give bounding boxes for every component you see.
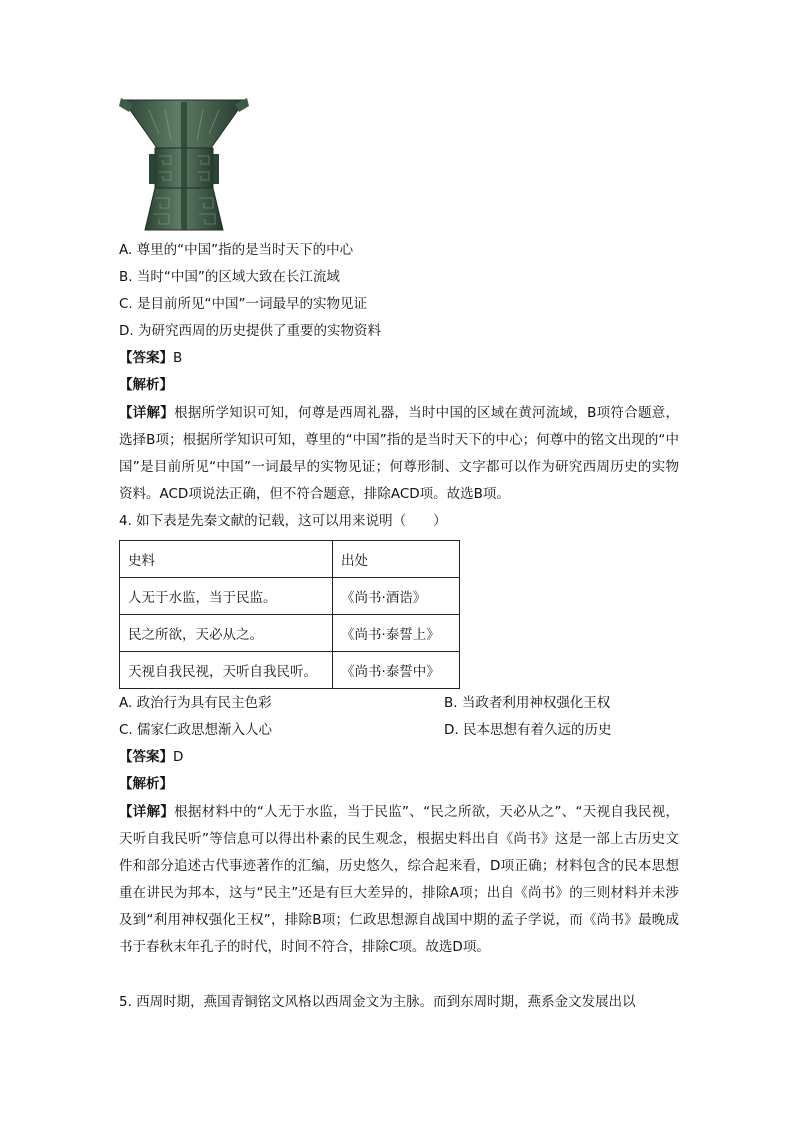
q4-stem: 4. 如下表是先秦文献的记载，这可以用来说明（ ） — [119, 513, 447, 529]
detail-tag: 【详解】 — [119, 804, 175, 820]
table-cell: 《尚书·泰誓上》 — [333, 615, 460, 652]
table-header: 出处 — [333, 541, 460, 578]
q4-option-b: B. 当政者利用神权强化王权 — [444, 695, 611, 711]
q3-option-b: B. 当时“中国”的区域大致在长江流域 — [119, 269, 340, 285]
analysis-tag: 【解析】 — [119, 776, 173, 792]
q3-analysis-heading — [119, 375, 173, 395]
table-cell: 天视自我民视，天听自我民听。 — [120, 652, 333, 689]
q4-detail — [119, 799, 679, 961]
q4-option-a: A. 政治行为具有民主色彩 — [119, 695, 272, 711]
q5-stem: 5. 西周时期，燕国青铜铭文风格以西周金文为主脉。而到东周时期，燕系金文发展出以 — [119, 994, 636, 1010]
table-header: 史料 — [120, 541, 333, 578]
detail-text: 根据所学知识可知，何尊是西周礼器，当时中国的区域在黄河流域，B项符合题意，选择B项；根据所学知识可知，尊里的“中国”指的是当时天下的中心；何尊中的铭文出现的“中国”是目前所见“中国”一词最早的实物见证；何尊形制、文字都可以作为研究西周历史的实物资料。ACD项说法正确，但不符合题意，排除ACD项。故选B项。 — [119, 405, 679, 502]
table-row — [120, 578, 460, 615]
q4-answer — [119, 747, 183, 767]
source-table — [119, 540, 460, 689]
table-cell: 民之所欲，天必从之。 — [120, 615, 333, 652]
table-row — [120, 652, 460, 689]
bronze-zun-image — [119, 96, 249, 234]
detail-text: 根据材料中的“人无于水监，当于民监”、“民之所欲，天必从之”、“天视自我民视，天听自我民听”等信息可以得出朴素的民生观念，根据史料出自《尚书》这是一部上古历史文件和部分追述古代事迹著作的汇编，历史悠久，综合起来看，D项正确；材料包含的民本思想重在讲民为邦本，这与“民主”还是有巨大差异的，排除A项；出自《尚书》的三则材料并未涉及到“利用神权强化王权”，排除B项；仁政思想源自战国中期的孟子学说，而《尚书》最晚成书于春秋末年孔子的时代，时间不符合，排除C项。故选D项。 — [119, 804, 680, 955]
table-cell: 人无于水监，当于民监。 — [120, 578, 333, 615]
answer-tag: 【答案】 — [119, 749, 173, 765]
table-row — [120, 615, 460, 652]
answer-tag: 【答案】 — [119, 350, 173, 366]
answer-value: D — [173, 749, 184, 765]
q3-option-c: C. 是目前所见“中国”一词最早的实物见证 — [119, 296, 367, 312]
q3-option-a: A. 尊里的“中国”指的是当时天下的中心 — [119, 242, 354, 258]
q4-option-c: C. 儒家仁政思想渐入人心 — [119, 722, 273, 738]
answer-value: B — [173, 350, 183, 366]
table-cell: 《尚书·泰誓中》 — [333, 652, 460, 689]
table-header-row — [120, 541, 460, 578]
q4-option-d: D. 民本思想有着久远的历史 — [444, 722, 612, 738]
q3-answer — [119, 348, 182, 368]
detail-tag: 【详解】 — [119, 405, 175, 421]
table-cell: 《尚书·酒诰》 — [333, 578, 460, 615]
q4-analysis-heading — [119, 774, 173, 794]
analysis-tag: 【解析】 — [119, 377, 173, 393]
q3-option-d: D. 为研究西周的历史提供了重要的实物资料 — [119, 323, 381, 339]
q3-detail — [119, 400, 679, 508]
